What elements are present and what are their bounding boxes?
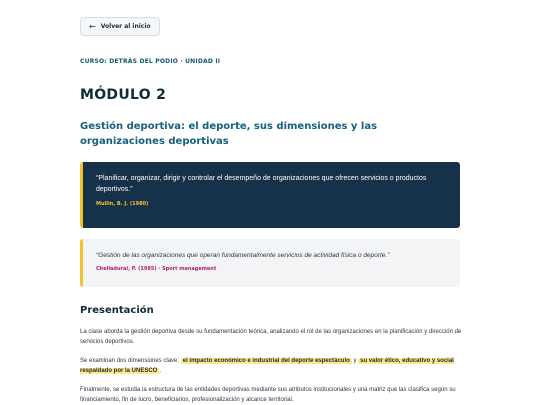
paragraph-connector: y <box>353 358 357 364</box>
definition-quote-card <box>80 162 460 228</box>
course-label: CURSO: DETRÁS DEL PODIO · UNIDAD II <box>80 58 221 65</box>
quote-text: “Gestión de las organizaciones que operan fundamentalmente servicios de actividad física o deporte.” <box>96 252 390 259</box>
quote-source: Mullin, B. J. (1980) <box>96 201 149 207</box>
back-to-home-button[interactable] <box>80 17 160 36</box>
module-title: MÓDULO 2 <box>80 87 167 103</box>
back-button-label: Volver al inicio <box>100 23 151 30</box>
paragraph-suffix: . <box>159 368 162 374</box>
arrow-left-icon: ← <box>89 21 96 31</box>
paragraph-text: Se examinan dos dimensiones clave: <box>80 358 180 364</box>
quote-source: Chelladurai, P. (1985) · Sport management <box>96 266 217 272</box>
highlight-ethical-value: su valor ético, educativo y social respaldado por la UNESCO <box>80 358 454 374</box>
presentation-paragraph-3: Finalmente, se estudia la estructura de las entidades deportivas mediante sus atributos institucionales y una matriz que las clasifica según su financiamiento, fin de lucro, beneficiarios, profesionalización y alcance territorial. <box>80 387 456 403</box>
section-heading-presentation: Presentación <box>80 305 154 316</box>
module-subtitle: Gestión deportiva: el deporte, sus dimensiones y las organizaciones deportivas <box>80 121 378 147</box>
presentation-paragraph-2 <box>80 356 464 376</box>
secondary-quote-card <box>80 239 460 287</box>
quote-text: “Planificar, organizar, dirigir y controlar el desempeño de organizaciones que ofrecen servicios o productos deportivos.” <box>96 175 427 193</box>
highlight-economic-impact: el impacto económico e industrial del deporte espectáculo <box>182 358 350 364</box>
presentation-paragraph-1: La clase aborda la gestión deportiva desde su fundamentación teórica, analizando el rol de las organizaciones en la planificación y dirección de servicios deportivos. <box>80 329 462 345</box>
